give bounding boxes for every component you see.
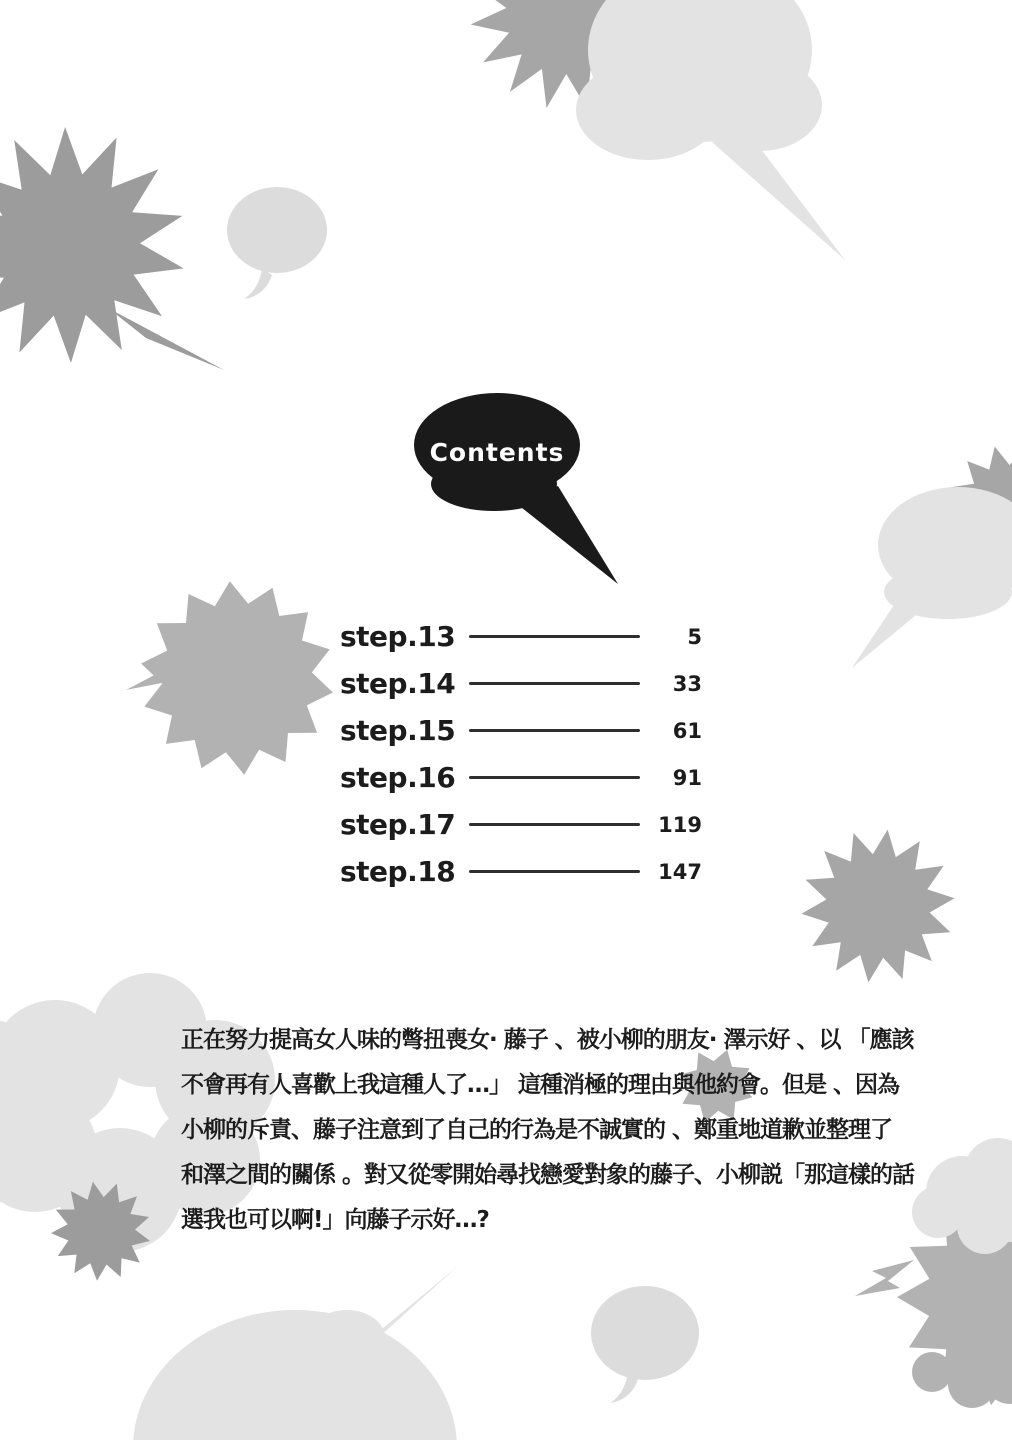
toc-row (340, 613, 702, 660)
chapter-label: step.18 (340, 855, 456, 888)
leader-line (469, 776, 640, 779)
oval-bubble-bottom-icon (591, 1286, 699, 1403)
cloud-bubble-right-middle-icon (852, 487, 1012, 668)
synopsis-line: 選我也可以啊!」向藤子示好…? (181, 1207, 489, 1233)
table-of-contents (340, 613, 702, 895)
synopsis-line: 正在努力提高女人味的彆扭喪女· 藤子 、被小柳的朋友· 澤示好 、以 「應該 (181, 1027, 914, 1053)
toc-row (340, 801, 702, 848)
leader-line (469, 823, 640, 826)
cloud-bubble-bottom-right-icon (912, 1138, 1012, 1254)
chapter-label: step.17 (340, 808, 456, 841)
chapter-label: step.13 (340, 620, 456, 653)
chapter-label: step.16 (340, 761, 456, 794)
burst-left-middle-icon (126, 581, 333, 774)
oval-bubble-top-icon (227, 187, 327, 299)
page-number: 33 (672, 671, 702, 696)
synopsis-line: 不會再有人喜歡上我這種人了…」 這種消極的理由與他約會。但是 、因為 (181, 1072, 900, 1098)
page-number: 61 (672, 718, 702, 743)
page-title: Contents (429, 438, 565, 467)
cloud-bubble-top-right-icon (576, 0, 845, 260)
toc-row (340, 660, 702, 707)
page-number: 119 (658, 812, 702, 837)
leader-line (469, 729, 640, 732)
contents-title-bubble-icon (414, 393, 618, 584)
synopsis-paragraph (181, 1022, 915, 1247)
toc-row (340, 707, 702, 754)
starburst-top-left-icon (0, 127, 224, 370)
leader-line (469, 870, 640, 873)
chapter-label: step.14 (340, 667, 456, 700)
synopsis-line: 和澤之間的關係 。對又從零開始尋找戀愛對象的藤子、小柳説「那這樣的話 (181, 1162, 915, 1188)
leader-line (469, 635, 640, 638)
toc-row (340, 754, 702, 801)
toc-row (340, 848, 702, 895)
synopsis-line: 小柳的斥責、藤子注意到了自己的行為是不誠實的 、鄭重地道歉並整理了 (181, 1117, 893, 1143)
page-number: 147 (658, 859, 702, 884)
page-number: 91 (672, 765, 702, 790)
page-number: 5 (687, 624, 702, 649)
urchin-burst-right-lower-icon (801, 830, 954, 983)
leader-line (469, 682, 640, 685)
chapter-label: step.15 (340, 714, 456, 747)
blob-bubble-bottom-center-icon (133, 1266, 458, 1440)
